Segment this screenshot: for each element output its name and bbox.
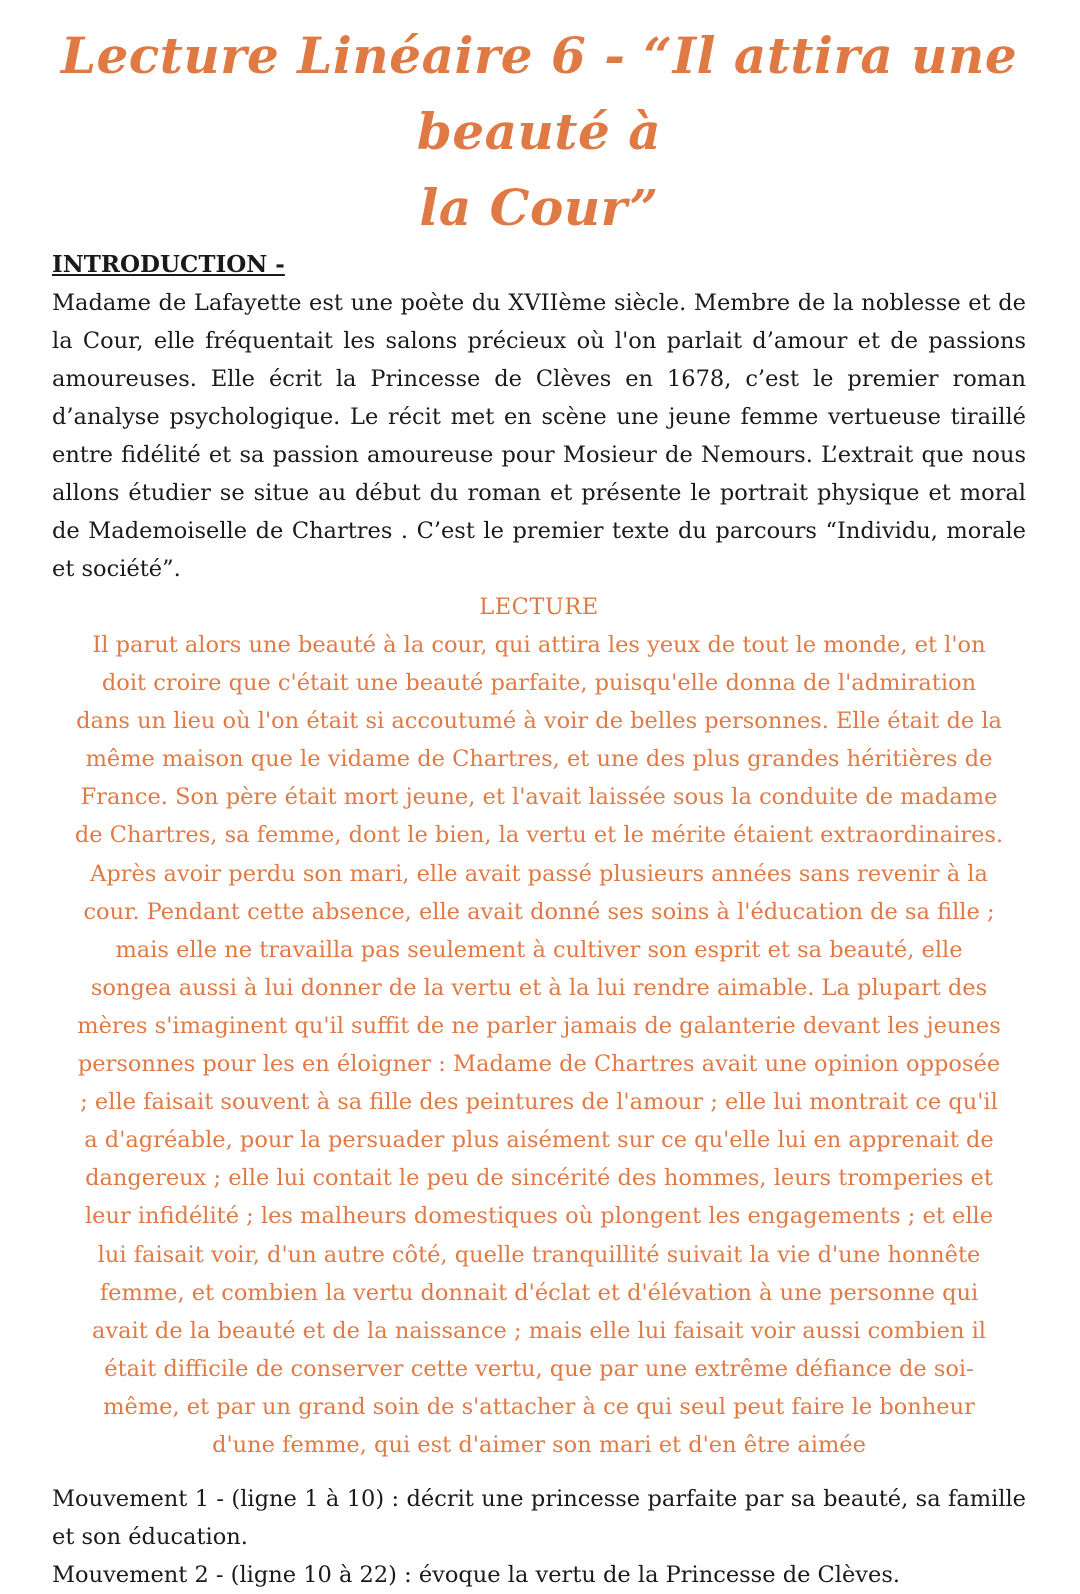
reading-section [52, 588, 1026, 1464]
reading-line: même, et par un grand soin de s'attacher à ce qui seul peut faire le bonheur [103, 1393, 975, 1420]
reading-line: dangereux ; elle lui contait le peu de sincérité des hommes, leurs tromperies et [85, 1165, 993, 1192]
reading-line: a d'agréable, pour la persuader plus aisément sur ce qu'elle lui en apprenait de [84, 1127, 994, 1154]
page-title-line-2: la Cour” [419, 178, 659, 237]
reading-line: mères s'imaginent qu'il suffit de ne parler jamais de galanterie devant les jeunes [77, 1012, 1001, 1039]
movements-section [52, 1480, 1026, 1594]
reading-text [52, 626, 1026, 1464]
reading-line: Il parut alors une beauté à la cour, qui attira les yeux de tout le monde, et l'on [92, 632, 986, 658]
reading-line: France. Son père était mort jeune, et l'avait laissée sous la conduite de madame [80, 784, 998, 811]
introduction-heading: INTRODUCTION - [52, 251, 285, 278]
reading-line: dans un lieu où l'on était si accoutumé à voir de belles personnes. Elle était de la [76, 708, 1002, 735]
reading-line: personnes pour les en éloigner : Madame de Chartres avait une opinion opposée [77, 1051, 1001, 1078]
reading-line: de Chartres, sa femme, dont le bien, la vertu et le mérite étaient extraordinaires. [74, 822, 1004, 849]
reading-line: songea aussi à lui donner de la vertu et à la lui rendre aimable. La plupart des [90, 974, 988, 1001]
page-title-line-1: Lecture Linéaire 6 - “Il attira une beauté à [60, 26, 1018, 161]
introduction-section [52, 250, 1026, 588]
reading-line: même maison que le vidame de Chartres, et une des plus grandes héritières de [85, 746, 993, 773]
reading-line: femme, et combien la vertu donnait d'éclat et d'élévation à une personne qui [99, 1279, 979, 1306]
reading-line: leur infidélité ; les malheurs domestiques où plongent les engagements ; et elle [84, 1203, 994, 1230]
reading-line: avait de la beauté et de la naissance ; mais elle lui faisait voir aussi combien il [91, 1317, 987, 1344]
movement-1: Mouvement 1 - (ligne 1 à 10) : décrit une princesse parfaite par sa beauté, sa famille et son éducation. [52, 1486, 1026, 1551]
reading-line: lui faisait voir, d'un autre côté, quelle tranquillité suivait la vie d'une honnête [97, 1241, 981, 1268]
reading-line: cour. Pendant cette absence, elle avait donné ses soins à l'éducation de sa fille ; [83, 898, 995, 925]
introduction-text: Madame de Lafayette est une poète du XVIIème siècle. Membre de la noblesse et de la Cour, elle fréquentait les salons précieux où l'on parlait d’amour et de passions amoureuses. Elle écrit la Princesse de Clèves en 1678, c’est le premier roman d’analyse psychologique. Le récit met en scène une jeune femme vertueuse tiraillé entre fidélité et sa passion amoureuse pour Mosieur de Nemours. L’extrait que nous allons étudier se situe au début du roman et présente le portrait physique et moral de Mademoiselle de Chartres . C’est le premier texte du parcours “Individu, morale et société”. [52, 290, 1026, 582]
reading-line: mais elle ne travailla pas seulement à cultiver son esprit et sa beauté, elle [115, 936, 963, 963]
reading-line: était difficile de conserver cette vertu, que par une extrême défiance de soi- [104, 1355, 974, 1382]
page-title [52, 18, 1026, 246]
reading-line: d'une femme, qui est d'aimer son mari et d'en être aimée [212, 1431, 866, 1458]
reading-line: doit croire que c'était une beauté parfaite, puisqu'elle donna de l'admiration [101, 670, 977, 697]
movement-2: Mouvement 2 - (ligne 10 à 22) : évoque la vertu de la Princesse de Clèves. [52, 1562, 901, 1589]
reading-heading: LECTURE [479, 594, 599, 620]
reading-line: ; elle faisait souvent à sa fille des peintures de l'amour ; elle lui montrait ce qu'il [80, 1089, 998, 1116]
reading-line: Après avoir perdu son mari, elle avait passé plusieurs années sans revenir à la [90, 860, 988, 887]
